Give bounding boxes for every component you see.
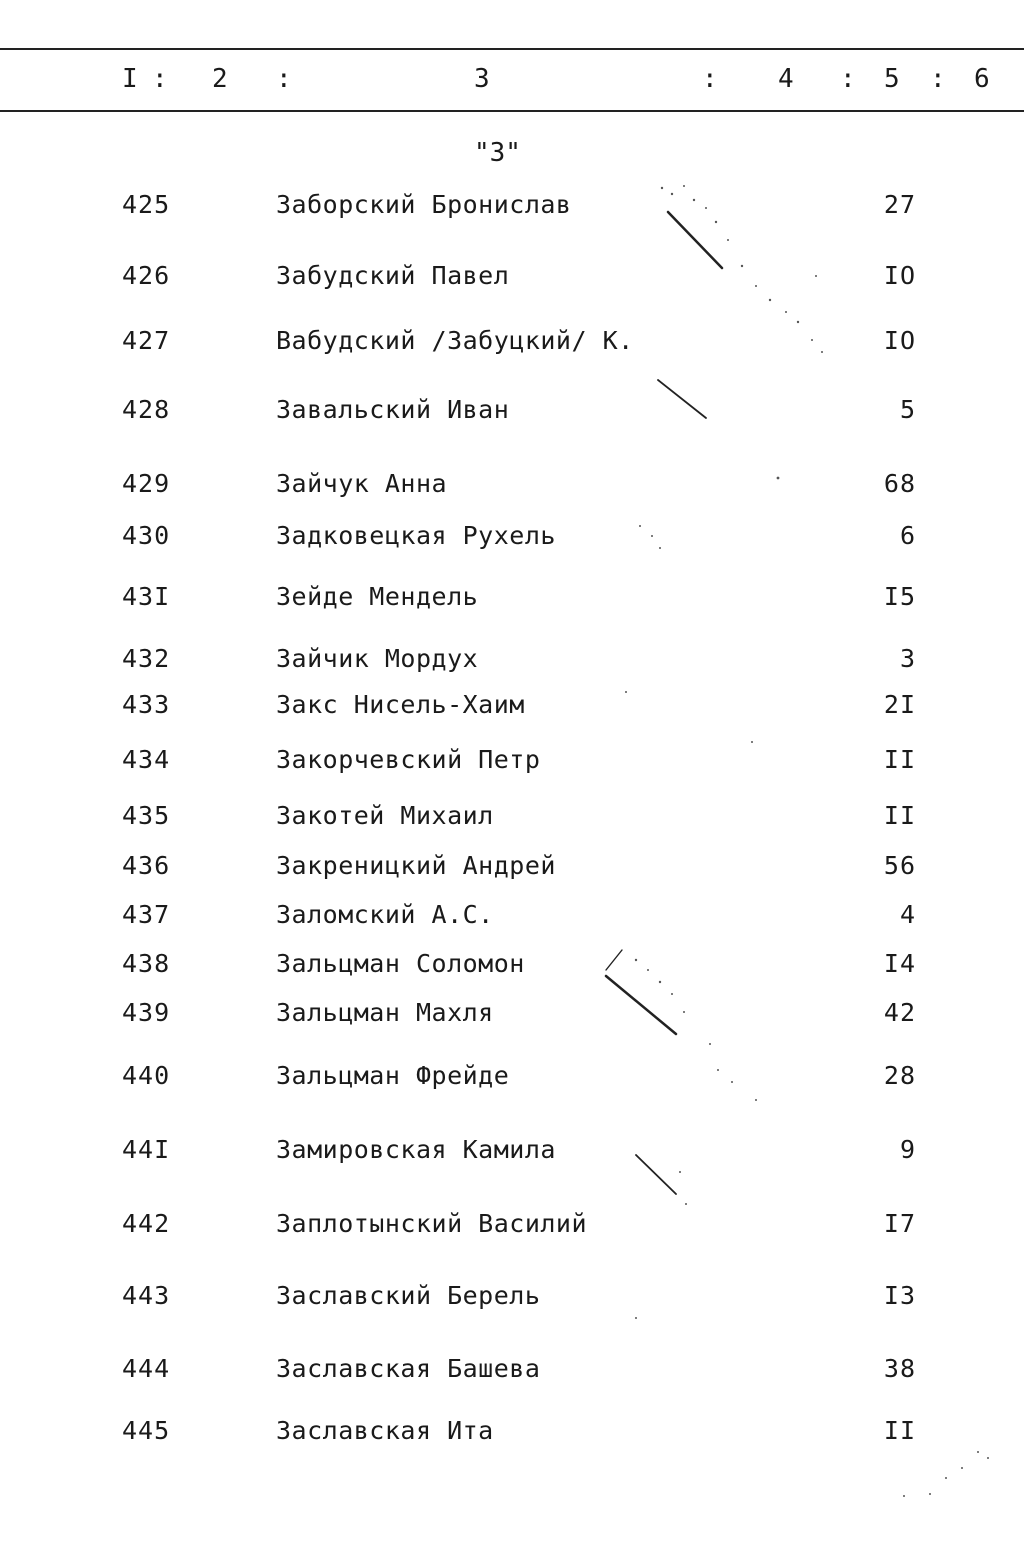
record-number: 433 — [122, 690, 171, 719]
record-count: I3 — [883, 1281, 916, 1310]
record-count: 56 — [883, 851, 916, 880]
record-name: Заславская Башева — [276, 1354, 541, 1383]
list-item — [0, 582, 1024, 622]
record-count: 68 — [883, 469, 916, 498]
record-count: II — [883, 801, 916, 830]
record-name: Задковецкая Рухель — [276, 521, 556, 550]
list-item — [0, 1354, 1024, 1394]
record-name: Зальцман Фрейде — [276, 1061, 510, 1090]
list-item — [0, 998, 1024, 1038]
column-header-sep: : — [276, 64, 293, 94]
list-item — [0, 851, 1024, 891]
record-number: 445 — [122, 1416, 171, 1445]
record-number: 440 — [122, 1061, 171, 1090]
record-count: 3 — [899, 644, 916, 673]
record-count: IO — [883, 326, 916, 355]
record-count: 42 — [883, 998, 916, 1027]
record-number: 435 — [122, 801, 171, 830]
record-count: 9 — [899, 1135, 916, 1164]
list-item — [0, 261, 1024, 301]
record-number: 436 — [122, 851, 171, 880]
column-header-2: 2 — [212, 64, 229, 94]
column-header-sep: : — [152, 64, 169, 94]
record-number: 43I — [122, 582, 171, 611]
record-count: I5 — [883, 582, 916, 611]
record-number: 44I — [122, 1135, 171, 1164]
list-item — [0, 1209, 1024, 1249]
record-name: Закс Нисель-Хаим — [276, 690, 525, 719]
record-number: 437 — [122, 900, 171, 929]
record-name: Заплотынский Василий — [276, 1209, 588, 1238]
list-item — [0, 801, 1024, 841]
list-item — [0, 745, 1024, 785]
record-number: 426 — [122, 261, 171, 290]
column-header-sep: : — [840, 64, 857, 94]
list-item — [0, 1416, 1024, 1456]
record-number: 429 — [122, 469, 171, 498]
top-rule — [0, 48, 1024, 50]
list-item — [0, 395, 1024, 435]
record-name: Зайчук Анна — [276, 469, 448, 498]
record-name: Заславский Берель — [276, 1281, 541, 1310]
record-number: 425 — [122, 190, 171, 219]
record-count: IO — [883, 261, 916, 290]
column-header-5: 5 — [884, 64, 901, 94]
record-count: 6 — [899, 521, 916, 550]
record-name: Зальцман Соломон — [276, 949, 525, 978]
header-rule — [0, 110, 1024, 112]
record-number: 427 — [122, 326, 171, 355]
record-number: 439 — [122, 998, 171, 1027]
list-item — [0, 1281, 1024, 1321]
list-item — [0, 949, 1024, 989]
record-number: 428 — [122, 395, 171, 424]
record-name: Закотей Михаил — [276, 801, 494, 830]
record-count: 4 — [899, 900, 916, 929]
list-item — [0, 521, 1024, 561]
record-name: Зальцман Махля — [276, 998, 494, 1027]
column-header-6: 6 — [974, 64, 991, 94]
record-number: 443 — [122, 1281, 171, 1310]
record-name: Завальский Иван — [276, 395, 510, 424]
record-number: 444 — [122, 1354, 171, 1383]
list-item — [0, 326, 1024, 366]
record-count: 5 — [899, 395, 916, 424]
column-header-sep: : — [702, 64, 719, 94]
section-letter: "З" — [474, 138, 521, 168]
record-name: Зейде Мендель — [276, 582, 479, 611]
list-item — [0, 190, 1024, 230]
record-count: 38 — [883, 1354, 916, 1383]
record-number: 430 — [122, 521, 171, 550]
column-header-sep: : — [930, 64, 947, 94]
column-header-1: I — [122, 64, 139, 94]
record-count: I7 — [883, 1209, 916, 1238]
list-item — [0, 900, 1024, 940]
record-count: II — [883, 745, 916, 774]
record-name: Замировская Камила — [276, 1135, 556, 1164]
column-header-3: 3 — [474, 64, 491, 94]
record-name: Вабудский /Забуцкий/ К. — [276, 326, 634, 355]
list-item — [0, 690, 1024, 730]
record-count: II — [883, 1416, 916, 1445]
record-name: Закорчевский Петр — [276, 745, 541, 774]
record-name: Заломский А.С. — [276, 900, 494, 929]
column-header-4: 4 — [778, 64, 795, 94]
list-item — [0, 1135, 1024, 1175]
list-item — [0, 644, 1024, 684]
record-name: Заславская Ита — [276, 1416, 494, 1445]
record-number: 438 — [122, 949, 171, 978]
record-name: Закреницкий Андрей — [276, 851, 556, 880]
record-number: 442 — [122, 1209, 171, 1238]
record-name: Зайчик Мордух — [276, 644, 479, 673]
list-item — [0, 469, 1024, 509]
record-count: 27 — [883, 190, 916, 219]
record-number: 434 — [122, 745, 171, 774]
record-name: Забудский Павел — [276, 261, 510, 290]
record-number: 432 — [122, 644, 171, 673]
record-count: 28 — [883, 1061, 916, 1090]
list-item — [0, 1061, 1024, 1101]
record-count: 2I — [883, 690, 916, 719]
record-count: I4 — [883, 949, 916, 978]
record-name: Заборский Бронислав — [276, 190, 572, 219]
